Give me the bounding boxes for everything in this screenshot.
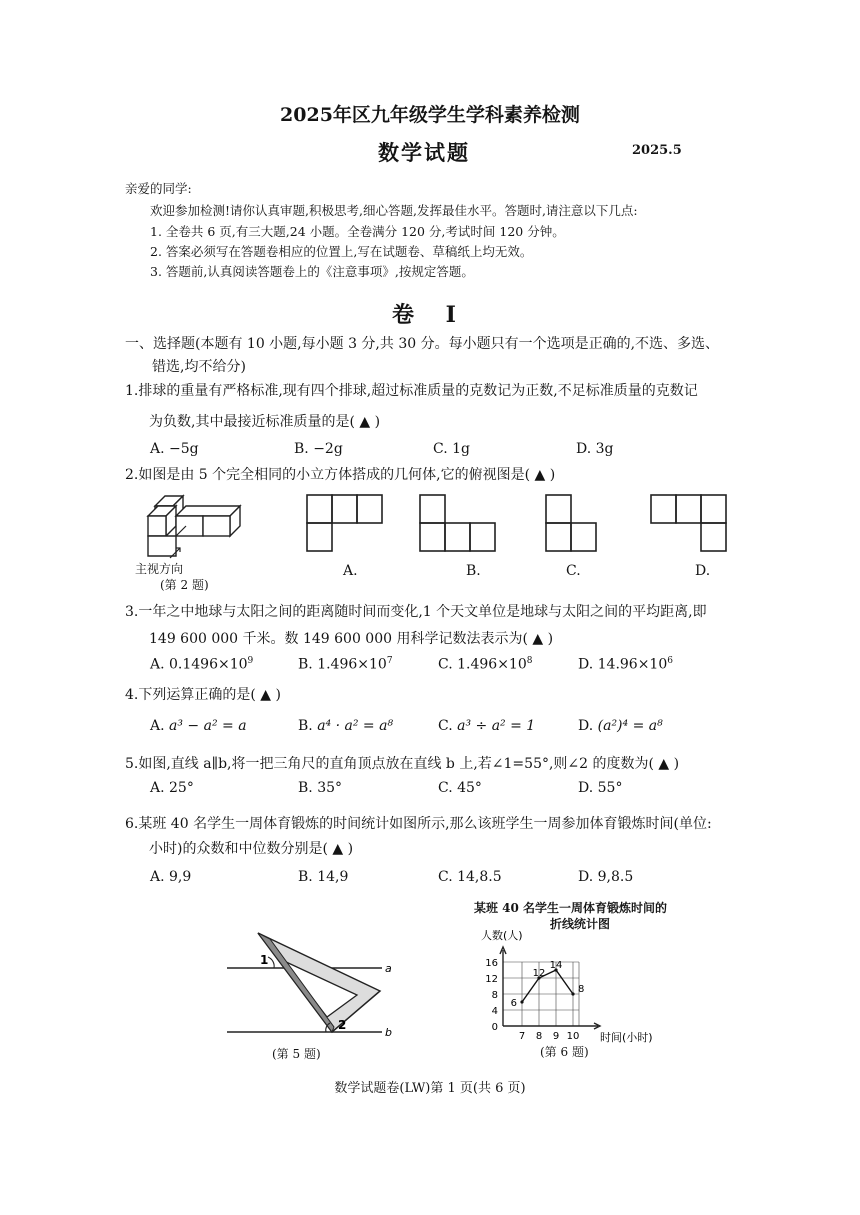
data-point: [571, 992, 574, 995]
q6-text: 6.某班 40 名学生一周体育锻炼的时间统计如图所示,那么该班学生一周参加体育锻炼时间(单位:: [125, 816, 712, 832]
q4-option-b: [298, 718, 393, 734]
q4-option-b-label: B.: [298, 718, 313, 734]
q3-option-d-exp: 6: [667, 656, 673, 666]
q5-figure: [222, 925, 412, 1045]
q5-figure-caption: (第 5 题): [272, 1047, 321, 1061]
notice-intro: 欢迎参加检测!请你认真审题,积极思考,细心答题,发挥最佳水平。答题时,请注意以下几点:: [150, 203, 638, 218]
q4-option-a: [150, 718, 247, 734]
q2-option-b: B.: [466, 563, 481, 579]
q1-text-cont: 为负数,其中最接近标准质量的是( ▲ ): [149, 414, 381, 430]
y-tick-label: 4: [491, 1006, 498, 1017]
q6-option-a: A. 9,9: [150, 869, 192, 885]
q1-option-a: A. −5g: [150, 441, 199, 457]
q2-cube-figure: [140, 488, 260, 560]
q4-option-d: [578, 718, 663, 734]
volume-title: 卷 I: [392, 302, 468, 328]
q4-option-b-expr: a⁴ · a² = a⁸: [317, 718, 394, 734]
exam-date: 2025.5: [632, 143, 682, 158]
q1-option-c: C. 1g: [433, 441, 470, 457]
q4-option-a-label: A.: [150, 718, 165, 734]
notice-greeting: 亲爱的同学:: [125, 181, 192, 196]
q1-option-d: D. 3g: [576, 441, 614, 457]
page-footer: 数学试题卷(LW)第 1 页(共 6 页): [334, 1081, 526, 1096]
q2-figure-caption: (第 2 题): [160, 578, 209, 592]
q3-option-a-exp: 9: [247, 656, 254, 666]
q3-option-b-base: B. 1.496×10: [298, 656, 387, 673]
q4-option-d-expr: (a²)⁴ = a⁸: [597, 718, 663, 734]
angle1-label: 1: [260, 953, 269, 967]
q5-option-d: D. 55°: [578, 780, 623, 796]
exam-subtitle: 数学试题: [378, 140, 470, 165]
y-tick-label: 16: [485, 958, 498, 969]
q3-text: 3.一年之中地球与太阳之间的距离随时间而变化,1 个天文单位是地球与太阳之间的平均距离,即: [125, 604, 707, 620]
q4-option-a-expr: a³ − a² = a: [169, 718, 247, 734]
q1-text: 1.排球的重量有严格标准,现有四个排球,超过标准质量的克数记为正数,不足标准质量的克数记: [125, 383, 698, 399]
q1-option-b: B. −2g: [294, 441, 343, 457]
q4-text: 4.下列运算正确的是( ▲ ): [125, 687, 281, 703]
q4-option-c-expr: a³ ÷ a² = 1: [457, 718, 536, 734]
q3-option-b: [298, 656, 393, 673]
line-b-label: b: [385, 1026, 392, 1039]
q3-option-d: [578, 656, 673, 673]
chart-title: 某班 40 名学生一周体育锻炼时间的: [474, 901, 668, 915]
series-line: [522, 970, 573, 1002]
data-label: 14: [549, 960, 563, 971]
line-a-label: a: [385, 962, 392, 975]
q2-option-c: C.: [566, 563, 581, 579]
q6-text-cont: 小时)的众数和中位数分别是( ▲ ): [149, 841, 354, 857]
x-tick-label: 9: [552, 1031, 560, 1042]
q6-option-b: B. 14,9: [298, 869, 349, 885]
q2-direction-label: 主视方向: [135, 562, 184, 576]
q2-option-a: A.: [343, 563, 358, 579]
q3-option-b-exp: 7: [386, 656, 393, 666]
data-label: 12: [532, 968, 546, 979]
q6-option-c: C. 14,8.5: [438, 869, 502, 885]
chart-subtitle: 折线统计图: [550, 917, 611, 931]
q5-option-c: C. 45°: [438, 780, 482, 796]
q2-option-b-figure: [419, 494, 499, 554]
q4-option-d-label: D.: [578, 718, 594, 734]
q5-option-b: B. 35°: [298, 780, 343, 796]
data-label: 8: [578, 984, 585, 995]
q3-option-c-exp: 8: [526, 656, 533, 666]
x-tick-label: 7: [518, 1031, 526, 1042]
q2-option-d-figure: [650, 494, 730, 554]
angle2-label: 2: [338, 1018, 347, 1032]
q6-option-d: D. 9,8.5: [578, 869, 634, 885]
line-chart: [470, 930, 660, 1045]
section-heading-cont: 错选,均不给分): [152, 359, 246, 375]
q4-option-c-label: C.: [438, 718, 453, 734]
q3-option-a-base: A. 0.1496×10: [150, 656, 248, 673]
data-point: [520, 1000, 523, 1003]
y-tick-label: 0: [491, 1022, 498, 1033]
x-tick-label: 8: [535, 1031, 543, 1042]
section-heading: 一、选择题(本题有 10 小题,每小题 3 分,共 30 分。每小题只有一个选项是正确的,不选、多选、: [125, 336, 720, 352]
chart-ylabel: 人数(人): [481, 930, 523, 942]
q3-option-a: [150, 656, 253, 673]
q2-option-d: D.: [695, 563, 711, 579]
data-label: 6: [510, 998, 517, 1009]
q3-option-d-base: D. 14.96×10: [578, 656, 668, 673]
q5-text: 5.如图,直线 a∥b,将一把三角尺的直角顶点放在直线 b 上,若∠1=55°,则∠2 的度数为( ▲ ): [125, 756, 680, 772]
y-tick-label: 8: [491, 990, 498, 1001]
q4-option-c: [438, 718, 535, 734]
exam-title: 2025年区九年级学生学科素养检测: [280, 104, 580, 126]
q3-option-c-base: C. 1.496×10: [438, 656, 527, 673]
q3-text-cont: 149 600 000 千米。数 149 600 000 用科学记数法表示为( ▲ ): [149, 631, 554, 647]
y-tick-label: 12: [485, 974, 498, 985]
q5-option-a: A. 25°: [150, 780, 194, 796]
notice-item-2: 2. 答案必须写在答题卷相应的位置上,写在试题卷、草稿纸上均无效。: [150, 244, 533, 259]
q3-option-c: [438, 656, 532, 673]
chart-xlabel: 时间(小时): [600, 1031, 653, 1044]
notice-item-1: 1. 全卷共 6 页,有三大题,24 小题。全卷满分 120 分,考试时间 120 分钟。: [150, 224, 565, 239]
q2-option-a-figure: [306, 494, 386, 554]
q2-text: 2.如图是由 5 个完全相同的小立方体搭成的几何体,它的俯视图是( ▲ ): [125, 467, 556, 483]
notice-item-3: 3. 答题前,认真阅读答题卷上的《注意事项》,按规定答题。: [150, 264, 474, 279]
x-tick-label: 10: [566, 1031, 580, 1042]
q6-figure-caption: (第 6 题): [540, 1045, 589, 1059]
q2-option-c-figure: [545, 494, 605, 554]
